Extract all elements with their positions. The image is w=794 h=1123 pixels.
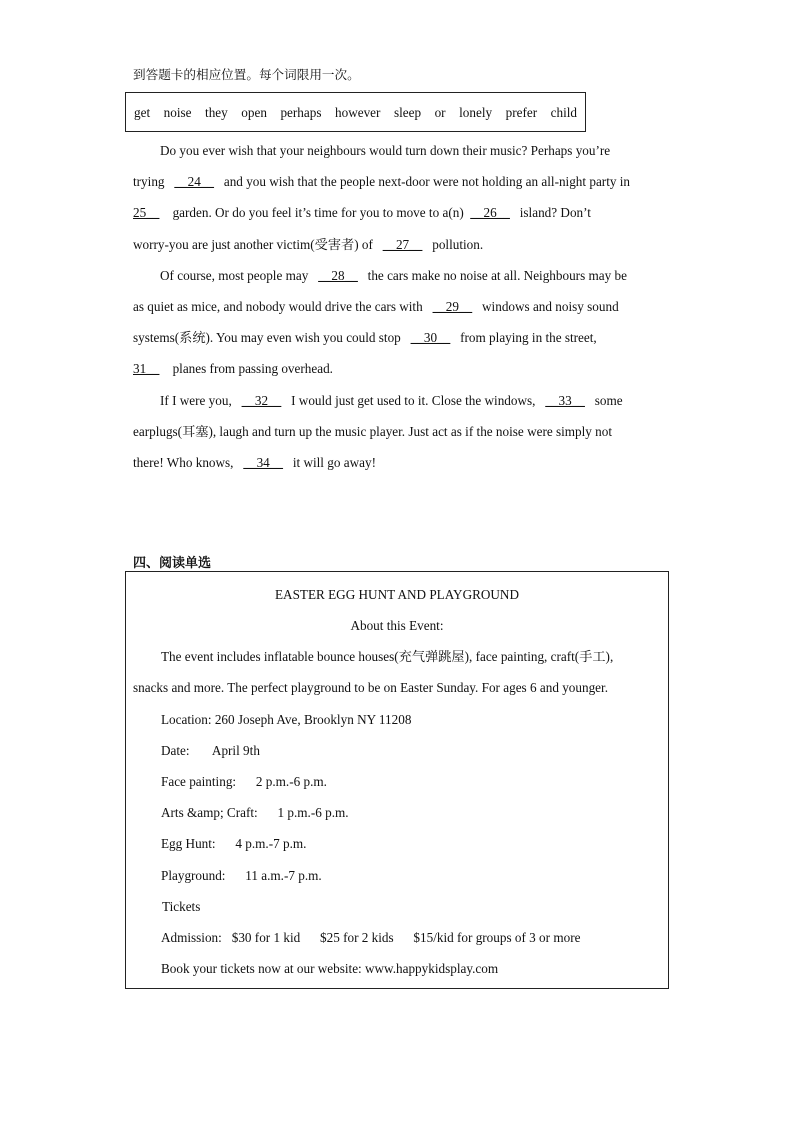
egg-hunt-time: 4 p.m.-7 p.m. bbox=[235, 836, 307, 851]
cloze-text: I would just get used to it. Close the windows, bbox=[291, 393, 536, 408]
cloze-text: worry-you are just another victim(受害者) of bbox=[133, 237, 373, 252]
ad-description: snacks and more. The perfect playground to be on Easter Sunday. For ages 6 and younger. bbox=[133, 680, 608, 695]
word-bank-item: they bbox=[205, 105, 228, 120]
cloze-text: as quiet as mice, and nobody would drive the cars with bbox=[133, 299, 423, 314]
cloze-text: there! Who knows, bbox=[133, 455, 234, 470]
playground-label: Playground: bbox=[161, 868, 226, 883]
cloze-text: the cars make no noise at all. Neighbours may be bbox=[367, 268, 627, 283]
word-bank-item: sleep bbox=[393, 105, 422, 120]
cloze-text: windows and noisy sound bbox=[482, 299, 619, 314]
cloze-line bbox=[133, 298, 619, 316]
admission-two-kids: $25 for 2 kids bbox=[320, 930, 394, 945]
blank-24: __24__ bbox=[174, 174, 214, 189]
cloze-line bbox=[133, 329, 597, 347]
blank-27: __27__ bbox=[382, 237, 423, 252]
ad-booking-info: Book your tickets now at our website: www.happykidsplay.com bbox=[161, 961, 499, 976]
cloze-line bbox=[133, 454, 376, 472]
ad-date bbox=[161, 742, 260, 760]
cloze-text: some bbox=[594, 393, 623, 408]
ad-face-painting bbox=[161, 773, 327, 791]
cloze-text: island? Don’t bbox=[519, 205, 591, 220]
date-label: Date: bbox=[161, 743, 190, 758]
blank-34: __34__ bbox=[243, 455, 283, 470]
cloze-line bbox=[160, 392, 623, 410]
word-bank-item: or bbox=[434, 105, 446, 120]
cloze-text: If I were you, bbox=[160, 393, 232, 408]
face-painting-time: 2 p.m.-6 p.m. bbox=[255, 774, 327, 789]
blank-32: __32__ bbox=[241, 393, 282, 408]
word-bank bbox=[125, 92, 586, 132]
blank-31: 31__ bbox=[133, 361, 160, 376]
cloze-text: trying bbox=[133, 174, 165, 189]
cloze-text: it will go away! bbox=[292, 455, 376, 470]
admission-group: $15/kid for groups of 3 or more bbox=[413, 930, 581, 945]
cloze-line bbox=[133, 360, 333, 378]
blank-25: 25__ bbox=[133, 205, 160, 220]
word-bank-item: however bbox=[335, 105, 381, 120]
word-bank-item: get bbox=[134, 105, 151, 120]
word-bank-item: noise bbox=[163, 105, 192, 120]
cloze-text: systems(系统). You may even wish you could stop bbox=[133, 330, 401, 345]
egg-hunt-label: Egg Hunt: bbox=[161, 836, 216, 851]
cloze-text: from playing in the street, bbox=[460, 330, 597, 345]
blank-29: __29__ bbox=[432, 299, 473, 314]
face-painting-label: Face painting: bbox=[161, 774, 237, 789]
cloze-text: garden. Or do you feel it’s time for you to move to a(n) bbox=[172, 205, 464, 220]
word-bank-item: lonely bbox=[459, 105, 493, 120]
cloze-line: Do you ever wish that your neighbours would turn down their music? Perhaps you’re bbox=[160, 143, 611, 158]
ad-location: Location: 260 Joseph Ave, Brooklyn NY 11208 bbox=[161, 712, 412, 727]
cloze-line bbox=[160, 267, 627, 285]
cloze-line: earplugs(耳塞), laugh and turn up the music player. Just act as if the noise were simply not bbox=[133, 424, 613, 439]
admission-one-kid: $30 for 1 kid bbox=[231, 930, 301, 945]
ad-title: EASTER EGG HUNT AND PLAYGROUND bbox=[275, 587, 519, 602]
blank-26: __26__ bbox=[470, 205, 510, 220]
arts-craft-time: 1 p.m.-6 p.m. bbox=[277, 805, 349, 820]
cloze-line bbox=[133, 204, 591, 222]
cloze-text: pollution. bbox=[432, 237, 484, 252]
ad-subtitle: About this Event: bbox=[350, 618, 444, 633]
blank-33: __33__ bbox=[545, 393, 585, 408]
ad-egg-hunt bbox=[161, 835, 306, 853]
cloze-text: and you wish that the people next-door were not holding an all-night party in bbox=[223, 174, 631, 189]
word-bank-item: open bbox=[241, 105, 267, 120]
ad-description: The event includes inflatable bounce houses(充气弹跳屋), face painting, craft(手工), bbox=[161, 649, 614, 664]
section-title: 四、阅读单选 bbox=[133, 556, 212, 571]
ad-tickets-heading: Tickets bbox=[162, 899, 201, 914]
cloze-line bbox=[133, 236, 483, 254]
date-value: April 9th bbox=[211, 743, 260, 758]
instruction-text: 到答题卡的相应位置。每个词限用一次。 bbox=[133, 67, 360, 82]
cloze-text: Of course, most people may bbox=[160, 268, 309, 283]
cloze-line bbox=[133, 173, 630, 191]
word-bank-item: child bbox=[550, 105, 577, 120]
blank-30: __30__ bbox=[410, 330, 451, 345]
ad-playground bbox=[161, 867, 322, 885]
word-bank-item: perhaps bbox=[280, 105, 322, 120]
ad-arts-craft bbox=[161, 804, 349, 822]
word-bank-item: prefer bbox=[505, 105, 538, 120]
cloze-text: planes from passing overhead. bbox=[172, 361, 333, 376]
arts-craft-label: Arts &amp; Craft: bbox=[161, 805, 258, 820]
reading-passage-box bbox=[125, 571, 669, 989]
playground-time: 11 a.m.-7 p.m. bbox=[245, 868, 322, 883]
ad-admission bbox=[161, 929, 580, 947]
blank-28: __28__ bbox=[318, 268, 358, 283]
admission-label: Admission: bbox=[161, 930, 222, 945]
